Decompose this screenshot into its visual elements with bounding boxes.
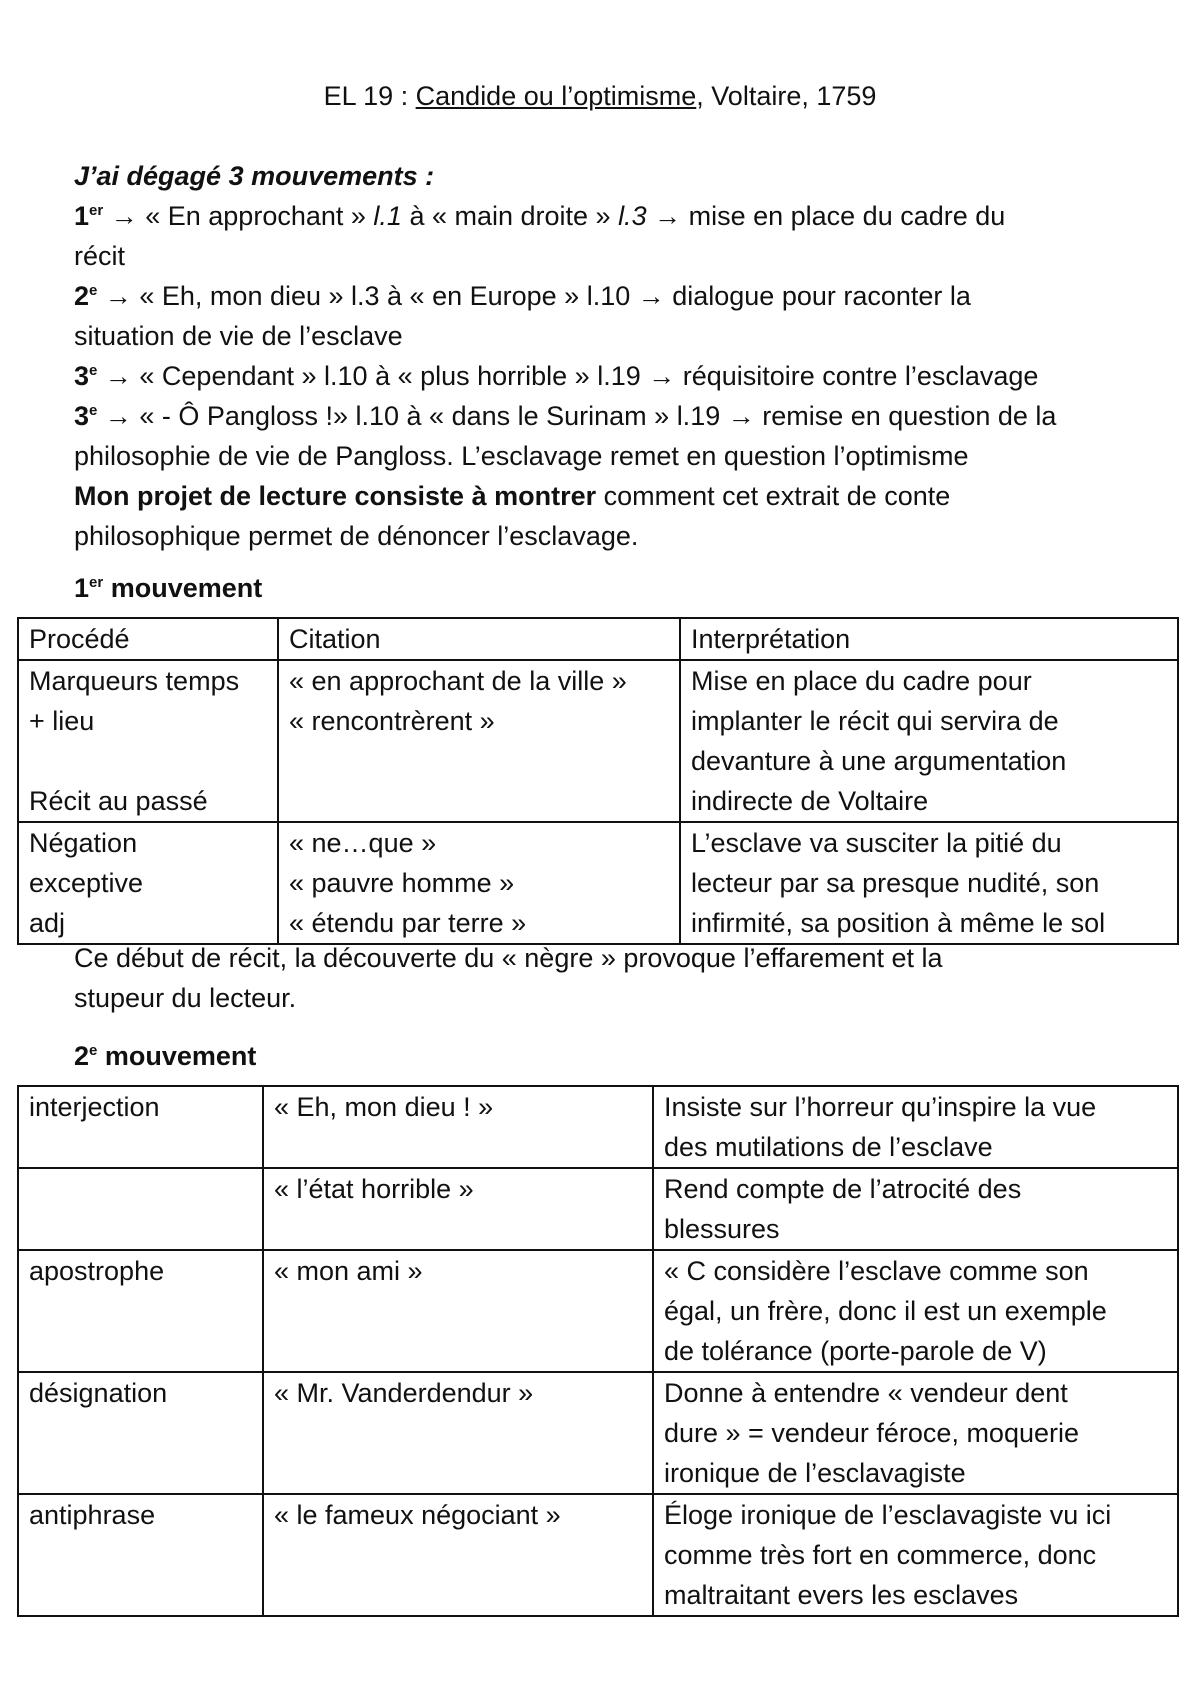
table-row xyxy=(18,1168,1178,1250)
header-cell-citation: Citation xyxy=(278,618,680,660)
cell-line: « l’état horrible » xyxy=(274,1174,474,1204)
arrow-icon: → xyxy=(97,401,140,431)
movement-line-4: $3^e$ → « - Ô Pangloss !» l.10 à « dans le Surinam » l.19 → remise en question de la xyxy=(74,401,1057,431)
cell-line: « pauvre homme » xyxy=(289,868,515,898)
intro-block xyxy=(74,156,1144,556)
cell-line: « mon ami » xyxy=(274,1256,423,1286)
movement-line-1: 1er → « En approchant » l.1 à « main droite » l.3 → mise en place du cadre du xyxy=(74,201,1006,231)
cell-line: maltraitant evers les esclaves xyxy=(664,1580,1019,1610)
cell-line: « C considère l’esclave comme son xyxy=(664,1256,1089,1286)
cell-line: adj xyxy=(29,908,66,938)
reading-project-cont: philosophique permet de dénoncer l’esclavage. xyxy=(74,521,639,551)
cell-line: infirmité, sa position à même le sol xyxy=(691,908,1106,938)
cell-line: exceptive xyxy=(29,868,144,898)
table-row xyxy=(18,1494,1178,1616)
cell-procede xyxy=(18,1086,263,1168)
cell-line: « Eh, mon dieu ! » xyxy=(274,1092,494,1122)
cell-line: L’esclave va susciter la pitié du xyxy=(691,828,1062,858)
cell-line: « ne…que » xyxy=(289,828,437,858)
reading-project: Mon projet de lecture consiste à montrer comment cet extrait de conte xyxy=(74,481,951,511)
cell-procede xyxy=(18,1168,263,1250)
section-2-heading: 2e mouvement xyxy=(74,1041,257,1071)
cell-line: antiphrase xyxy=(29,1500,156,1530)
cell-line: Insiste sur l’horreur qu’inspire la vue xyxy=(664,1092,1097,1122)
cell-citation xyxy=(263,1494,653,1616)
table-row xyxy=(18,822,1178,944)
cell-line: implanter le récit qui servira de xyxy=(691,706,1059,736)
cell-interpretation xyxy=(653,1168,1178,1250)
cell-citation xyxy=(263,1168,653,1250)
header-cell-interpretation: Interprétation xyxy=(680,618,1178,660)
movement-line-2-cont: situation de vie de l’esclave xyxy=(74,321,403,351)
cell-interpretation xyxy=(653,1372,1178,1494)
cell-interpretation xyxy=(680,822,1178,944)
section-1-conclusion: Ce début de récit, la découverte du « nègre » provoque l’effarement et la stupeur du lecteur. xyxy=(74,943,943,1013)
cell-line: + lieu xyxy=(29,706,95,736)
cell-line: égal, un frère, donc il est un exemple xyxy=(664,1296,1107,1326)
cell-line: Donne à entendre « vendeur dent xyxy=(664,1378,1068,1408)
cell-line: blessures xyxy=(664,1214,780,1244)
table-row xyxy=(18,1086,1178,1168)
cell-procede xyxy=(18,1494,263,1616)
movement-line-2: $2^e$ → « Eh, mon dieu » l.3 à « en Europe » l.10 → dialogue pour raconter la xyxy=(74,281,971,311)
cell-line: indirecte de Voltaire xyxy=(691,786,929,816)
cell-line xyxy=(29,741,267,781)
cell-line: des mutilations de l’esclave xyxy=(664,1132,993,1162)
intro-heading: J’ai dégagé 3 mouvements : xyxy=(74,161,435,191)
movement-line-1-cont: récit xyxy=(74,241,126,271)
cell-line: « rencontrèrent » xyxy=(289,706,495,736)
cell-line: « Mr. Vanderdendur » xyxy=(274,1378,534,1408)
cell-line: Éloge ironique de l’esclavagiste vu ici xyxy=(664,1500,1112,1530)
cell-line: comme très fort en commerce, donc xyxy=(664,1540,1097,1570)
cell-interpretation xyxy=(680,660,1178,822)
cell-citation xyxy=(278,660,680,822)
section-1-table xyxy=(17,617,1179,945)
table-row xyxy=(18,660,1178,822)
cell-procede xyxy=(18,660,278,822)
movement-line-4-cont: philosophie de vie de Pangloss. L’esclavage remet en question l’optimisme xyxy=(74,441,969,471)
title-prefix: EL 19 : xyxy=(323,81,416,111)
cell-citation xyxy=(278,822,680,944)
section-2-table xyxy=(17,1085,1179,1617)
cell-citation xyxy=(263,1250,653,1372)
cell-interpretation xyxy=(653,1494,1178,1616)
table-row xyxy=(18,1372,1178,1494)
cell-line: interjection xyxy=(29,1092,160,1122)
cell-line: « en approchant de la ville » xyxy=(289,666,627,696)
section-1-heading: 1er mouvement xyxy=(74,573,263,603)
cell-line: lecteur par sa presque nudité, son xyxy=(691,868,1100,898)
cell-procede xyxy=(18,1372,263,1494)
cell-interpretation xyxy=(653,1086,1178,1168)
document-title xyxy=(0,76,1200,116)
title-work: Candide ou l’optimisme xyxy=(415,81,697,111)
cell-line: Rend compte de l’atrocité des xyxy=(664,1174,1022,1204)
header-cell-procede: Procédé xyxy=(18,618,278,660)
cell-line: dure » = vendeur féroce, moquerie xyxy=(664,1418,1080,1448)
cell-procede xyxy=(18,822,278,944)
cell-citation xyxy=(263,1086,653,1168)
cell-line: Négation xyxy=(29,828,138,858)
movement-line-3: $3^e$ → « Cependant » l.10 à « plus horrible » l.19 → réquisitoire contre l’esclavage xyxy=(74,361,1039,391)
title-suffix: , Voltaire, 1759 xyxy=(696,81,877,111)
cell-line: Marqueurs temps xyxy=(29,666,240,696)
table-row xyxy=(18,1250,1178,1372)
cell-line: devanture à une argumentation xyxy=(691,746,1067,776)
cell-procede xyxy=(18,1250,263,1372)
cell-line: Récit au passé xyxy=(29,786,208,816)
cell-line: de tolérance (porte-parole de V) xyxy=(664,1336,1047,1366)
cell-line: apostrophe xyxy=(29,1256,165,1286)
cell-line: Mise en place du cadre pour xyxy=(691,666,1032,696)
arrow-icon: → xyxy=(97,361,140,391)
cell-line: « le fameux négociant » xyxy=(274,1500,561,1530)
cell-citation xyxy=(263,1372,653,1494)
cell-interpretation xyxy=(653,1250,1178,1372)
cell-line xyxy=(29,1169,252,1209)
cell-line: désignation xyxy=(29,1378,168,1408)
cell-line: « étendu par terre » xyxy=(289,908,527,938)
arrow-icon: → xyxy=(97,281,140,311)
table-header-row xyxy=(18,618,1178,660)
cell-line: ironique de l’esclavagiste xyxy=(664,1458,966,1488)
arrow-icon: → xyxy=(103,201,146,231)
